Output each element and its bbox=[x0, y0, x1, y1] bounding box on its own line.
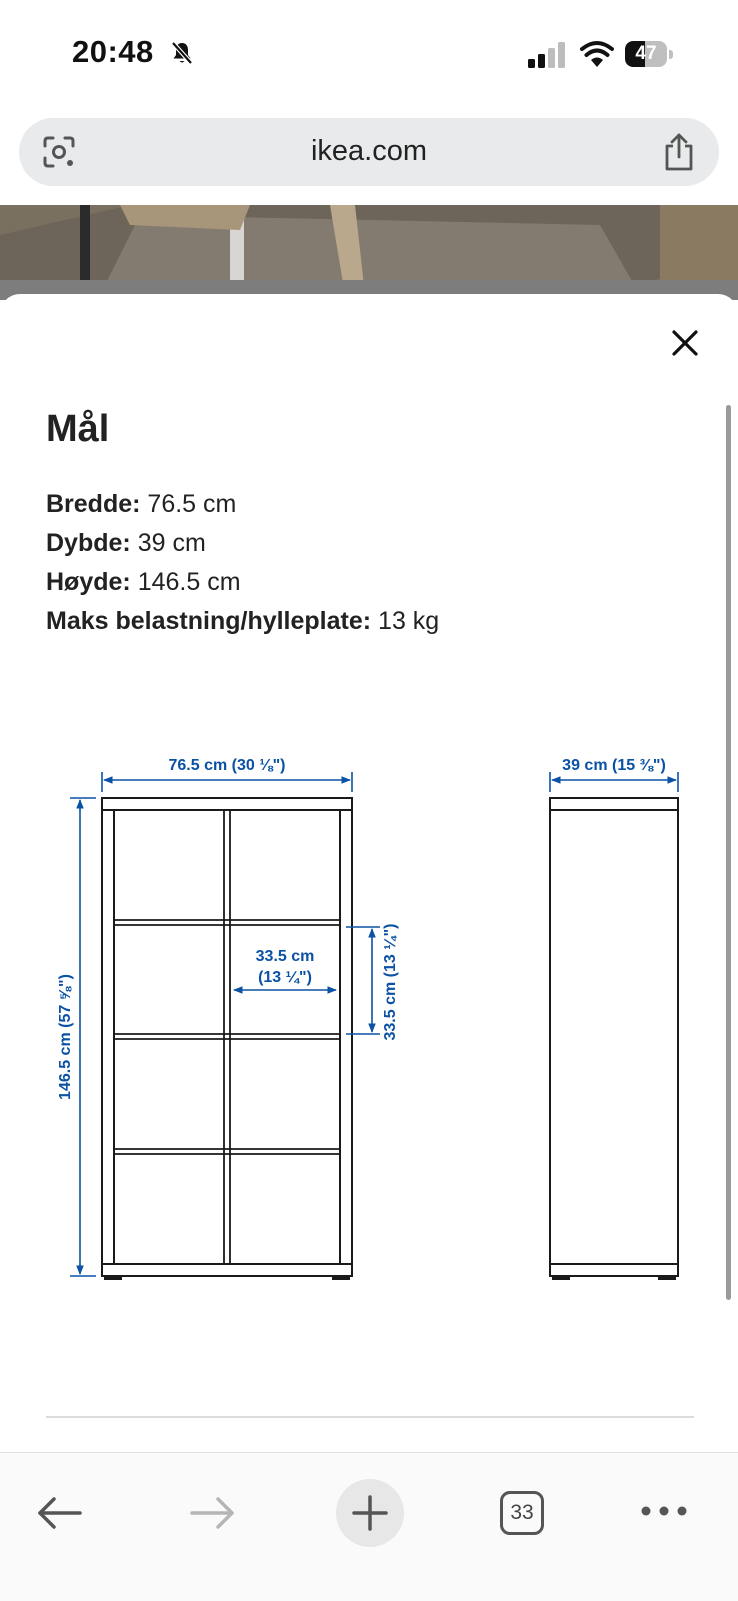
spec-value: 76.5 cm bbox=[147, 490, 237, 518]
spec-label: Dybde: bbox=[46, 529, 131, 557]
spec-max-load bbox=[46, 607, 439, 636]
sheet-title: Mål bbox=[46, 408, 110, 450]
forward-arrow-icon[interactable] bbox=[188, 1493, 238, 1533]
spec-label: Maks belastning/hylleplate: bbox=[46, 607, 372, 635]
new-tab-button[interactable] bbox=[336, 1479, 404, 1547]
spec-value: 39 cm bbox=[137, 529, 206, 557]
bell-slash-icon bbox=[170, 40, 194, 66]
status-time: 20:48 bbox=[72, 34, 154, 69]
close-icon[interactable] bbox=[660, 318, 710, 368]
back-arrow-icon[interactable] bbox=[34, 1493, 84, 1533]
front-view-shelf bbox=[102, 798, 352, 1280]
url-text[interactable]: ikea.com bbox=[310, 135, 428, 167]
inner-width-cm-label: 33.5 cm bbox=[255, 948, 315, 965]
spec-label: Bredde: bbox=[46, 490, 141, 518]
tab-switcher-button[interactable] bbox=[500, 1491, 544, 1535]
wifi-icon bbox=[580, 40, 614, 68]
signal-icon bbox=[528, 42, 568, 68]
share-icon[interactable] bbox=[661, 132, 697, 172]
spec-label: Høyde: bbox=[46, 568, 131, 596]
spec-width bbox=[46, 490, 236, 519]
tab-count: 33 bbox=[510, 1501, 534, 1524]
side-view-shelf bbox=[550, 798, 678, 1280]
front-width-label: 76.5 cm (30 ⅛") bbox=[168, 757, 286, 774]
divider bbox=[46, 1416, 694, 1418]
spec-height bbox=[46, 568, 241, 597]
spec-value: 146.5 cm bbox=[137, 568, 241, 596]
height-label: 146.5 cm (57 ⅝") bbox=[57, 974, 74, 1100]
plus-icon bbox=[336, 1479, 404, 1547]
battery-level: 47 bbox=[635, 43, 657, 64]
inner-width-in-label: (13 ¼") bbox=[258, 969, 312, 986]
battery-icon bbox=[625, 41, 673, 67]
spec-depth bbox=[46, 529, 206, 558]
inner-height-label: 33.5 cm (13 ¼") bbox=[382, 923, 399, 1041]
dimension-diagram bbox=[0, 740, 738, 1280]
address-bar[interactable] bbox=[19, 118, 719, 186]
side-depth-label: 39 cm (15 ⅜") bbox=[562, 757, 666, 774]
more-dots-icon[interactable] bbox=[640, 1501, 688, 1521]
status-bar bbox=[0, 0, 738, 100]
browser-toolbar bbox=[0, 1452, 738, 1601]
spec-value: 13 kg bbox=[378, 607, 440, 635]
